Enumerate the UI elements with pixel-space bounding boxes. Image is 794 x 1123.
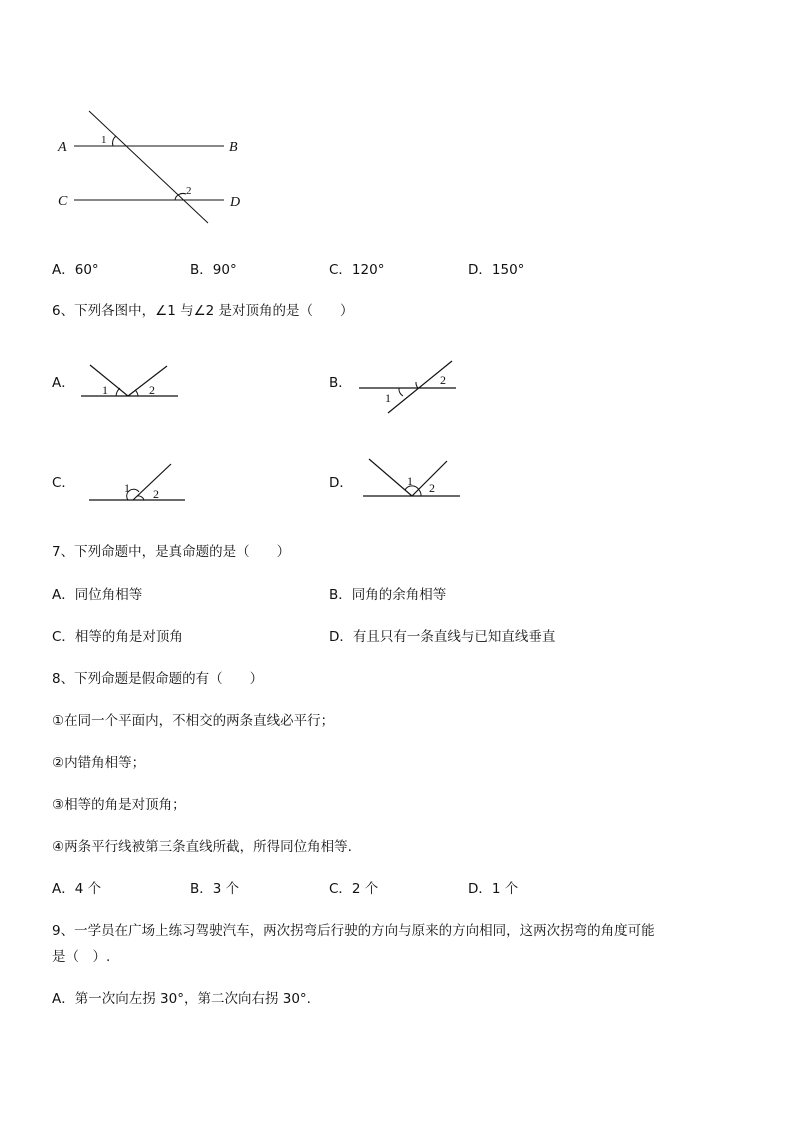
svg-text:1: 1: [102, 383, 108, 397]
q9-stem-line-2: 是（ ）.: [52, 949, 111, 965]
svg-text:2: 2: [149, 383, 155, 397]
svg-text:1: 1: [385, 391, 391, 405]
q6-option-d-figure: [0, 0, 794, 520]
q5-option-d[interactable]: D．150°: [468, 262, 525, 278]
angle-1-label: 1: [101, 134, 107, 146]
q7-option-b[interactable]: B．同角的余角相等: [329, 587, 447, 603]
q8-option-d[interactable]: D．1 个: [468, 881, 519, 897]
q6-stem: 6、下列各图中，∠1 与∠2 是对顶角的是（ ）: [52, 303, 354, 319]
svg-text:2: 2: [440, 373, 446, 387]
q6-option-c-label[interactable]: C．: [52, 475, 75, 491]
svg-text:1: 1: [124, 481, 130, 495]
svg-text:2: 2: [429, 481, 435, 495]
q8-option-c[interactable]: C．2 个: [329, 881, 379, 897]
q8-statement-1: ①在同一个平面内，不相交的两条直线必平行；: [52, 713, 335, 729]
angle-2-label: 2: [186, 185, 192, 197]
q8-stem: 8、下列命题是假命题的有（ ）: [52, 671, 264, 687]
q7-option-c[interactable]: C．相等的角是对顶角: [52, 629, 183, 645]
q6-option-b-label[interactable]: B．: [329, 375, 352, 391]
q5-option-a[interactable]: A．60°: [52, 262, 99, 278]
label-a: A: [58, 140, 67, 155]
q7-option-d[interactable]: D．有且只有一条直线与已知直线垂直: [329, 629, 556, 645]
q9-option-a[interactable]: A．第一次向左拐 30°，第二次向右拐 30°.: [52, 991, 311, 1007]
q7-option-a[interactable]: A．同位角相等: [52, 587, 143, 603]
q8-statement-2: ②内错角相等；: [52, 755, 146, 771]
q9-stem-line-1: 9、一学员在广场上练习驾驶汽车，两次拐弯后行驶的方向与原来的方向相同，这两次拐弯的角度可能: [52, 923, 655, 939]
svg-text:1: 1: [407, 474, 413, 488]
svg-text:2: 2: [153, 487, 159, 501]
q6-option-a-label[interactable]: A．: [52, 375, 75, 391]
q8-option-b[interactable]: B．3 个: [190, 881, 240, 897]
label-c: C: [58, 194, 68, 209]
label-d: D: [230, 195, 241, 210]
q5-option-c[interactable]: C．120°: [329, 262, 385, 278]
q8-statement-3: ③相等的角是对顶角；: [52, 797, 186, 813]
q6-option-d-label[interactable]: D．: [329, 475, 353, 491]
q8-statement-4: ④两条平行线被第三条直线所截，所得同位角相等.: [52, 839, 352, 855]
q5-option-b[interactable]: B．90°: [190, 262, 237, 278]
q7-stem: 7、下列命题中，是真命题的是（ ）: [52, 544, 291, 560]
label-b: B: [229, 140, 238, 155]
q8-option-a[interactable]: A．4 个: [52, 881, 102, 897]
